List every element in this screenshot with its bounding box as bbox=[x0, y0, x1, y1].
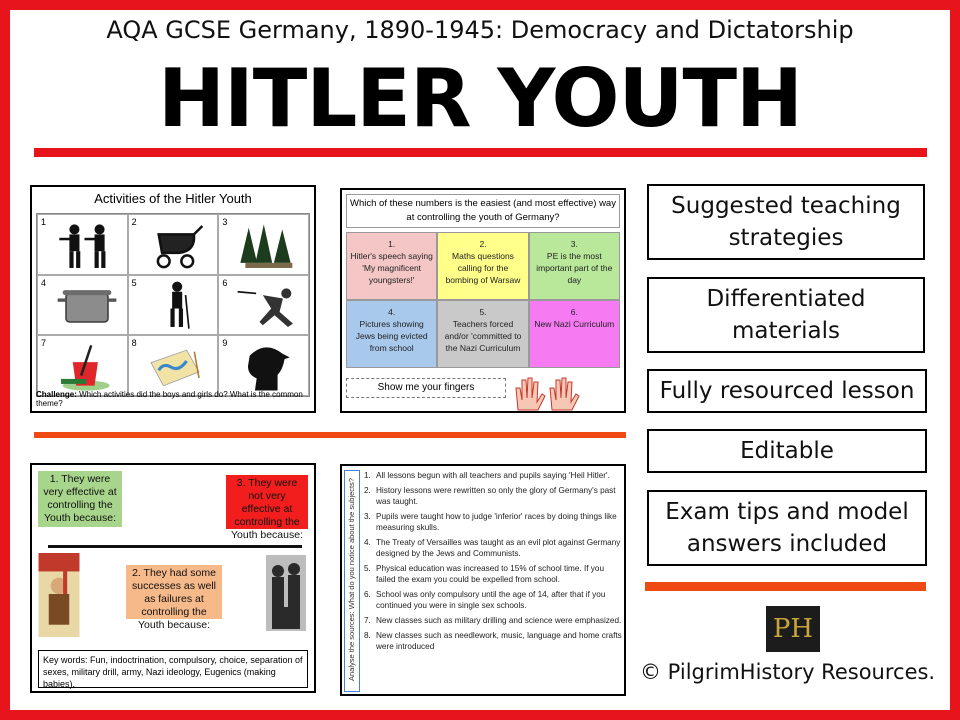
feature-teaching-strategies: Suggested teaching strategies bbox=[647, 184, 925, 260]
item-text: New classes such as military drilling and science were emphasized. bbox=[376, 616, 622, 625]
challenge-body: Which activities did the boys and girls do? What is the common theme? bbox=[36, 390, 303, 408]
activity-cell bbox=[128, 335, 219, 396]
slide-preview-education[interactable] bbox=[340, 464, 626, 696]
activity-cell bbox=[128, 275, 219, 336]
item-number: 4. bbox=[364, 538, 371, 547]
option-number: 3. bbox=[570, 239, 578, 249]
cell-number: 3 bbox=[222, 217, 228, 227]
javelin-thrower-icon bbox=[229, 280, 305, 332]
copyright-text: © PilgrimHistory Resources. bbox=[640, 660, 936, 684]
show-fingers-prompt: Show me your fingers bbox=[346, 378, 506, 398]
map-icon bbox=[137, 344, 213, 392]
item-text: School was only compulsory until the age of 14, after that if you continued you were in single sex schools. bbox=[376, 590, 606, 610]
challenge-label: Challenge: bbox=[36, 390, 77, 399]
cell-number: 7 bbox=[41, 338, 47, 349]
option-text: New Nazi Curriculum bbox=[534, 319, 615, 329]
soldiers-icon bbox=[52, 221, 122, 273]
hands-icon bbox=[512, 374, 582, 412]
analyse-sources-banner bbox=[344, 470, 360, 692]
option-text: PE is the most important part of the day bbox=[536, 251, 613, 285]
activity-cell bbox=[37, 275, 128, 336]
challenge-text bbox=[36, 390, 310, 408]
list-item bbox=[364, 630, 622, 652]
option-number: 4. bbox=[388, 307, 396, 317]
cell-number: 6 bbox=[222, 277, 228, 288]
item-number: 8. bbox=[364, 631, 371, 640]
feature-fully-resourced: Fully resourced lesson bbox=[647, 369, 927, 413]
item-text: All lessons begun with all teachers and pupils saying 'Heil Hitler'. bbox=[376, 471, 610, 480]
activity-cell bbox=[128, 214, 219, 275]
option-text: Hitler's speech saying 'My magnificent youngsters!' bbox=[350, 251, 433, 285]
list-item bbox=[364, 563, 622, 585]
middle-divider bbox=[34, 432, 626, 438]
activity-cell bbox=[37, 335, 128, 396]
activity-grid bbox=[36, 213, 310, 397]
mixed-box: 2. They had some successes as well as failures at controlling the Youth because: bbox=[126, 565, 222, 619]
item-number: 7. bbox=[364, 616, 371, 625]
cell-number: 5 bbox=[131, 277, 137, 288]
publisher-logo: PH bbox=[766, 606, 820, 652]
scale-line bbox=[48, 545, 302, 548]
item-number: 6. bbox=[364, 590, 371, 599]
feature-differentiated-materials: Differentiated materials bbox=[647, 277, 925, 353]
cleaning-bucket-icon bbox=[52, 342, 122, 394]
cell-number: 4 bbox=[41, 277, 47, 288]
option-grid bbox=[346, 232, 620, 368]
item-number: 5. bbox=[364, 564, 371, 573]
slide-preview-activities[interactable] bbox=[30, 185, 316, 413]
cell-number: 1 bbox=[41, 217, 47, 227]
option-number: 6. bbox=[570, 307, 578, 317]
item-text: Physical education was increased to 15% of school time. If you failed the exam you could be expelled from school. bbox=[376, 564, 605, 584]
list-item bbox=[364, 615, 622, 626]
title-divider bbox=[34, 148, 927, 157]
option-cell bbox=[346, 300, 437, 368]
option-text: Maths questions calling for the bombing of Warsaw bbox=[445, 251, 521, 285]
right-divider bbox=[645, 582, 926, 591]
pram-icon bbox=[143, 221, 213, 273]
option-cell bbox=[529, 300, 620, 368]
option-cell bbox=[437, 232, 528, 300]
activity-cell bbox=[218, 214, 309, 275]
analyse-sources-text: Analyse the sources: What do you notice about the subjects? bbox=[347, 477, 356, 681]
page-title: HITLER YOUTH bbox=[158, 52, 802, 145]
slide-title: Activities of the Hitler Youth bbox=[94, 191, 252, 206]
list-item bbox=[364, 589, 622, 611]
feature-editable: Editable bbox=[647, 429, 927, 473]
keywords-box: Key words: Fun, indoctrination, compulsory, choice, separation of sexes, military drill, army, Nazi ideology, Eugenics (making babies), bbox=[38, 650, 308, 688]
option-number: 1. bbox=[388, 239, 396, 249]
not-effective-box: 3. They were not very effective at controlling the Youth because: bbox=[226, 475, 308, 529]
forest-camp-icon bbox=[233, 221, 303, 273]
activity-cell bbox=[37, 214, 128, 275]
cell-number: 2 bbox=[131, 217, 137, 227]
activity-cell bbox=[218, 335, 309, 396]
cell-number: 8 bbox=[131, 338, 137, 349]
option-text: Teachers forced and/or 'committed to the Nazi Curriculum bbox=[444, 319, 522, 353]
youth-photo-icon bbox=[266, 555, 306, 631]
list-item bbox=[364, 485, 622, 507]
activity-cell bbox=[218, 275, 309, 336]
slide-question: Which of these numbers is the easiest (and most effective) way at controlling the youth of Germany? bbox=[346, 194, 620, 228]
education-list bbox=[364, 470, 622, 656]
slide-preview-effectiveness[interactable] bbox=[30, 463, 316, 693]
option-cell bbox=[346, 232, 437, 300]
option-cell bbox=[529, 232, 620, 300]
item-number: 3. bbox=[364, 512, 371, 521]
feature-exam-tips: Exam tips and model answers included bbox=[647, 490, 927, 566]
item-number: 1. bbox=[364, 471, 371, 480]
option-number: 2. bbox=[479, 239, 487, 249]
course-subtitle: AQA GCSE Germany, 1890-1945: Democracy and Dictatorship bbox=[106, 16, 854, 44]
firefighter-icon bbox=[233, 340, 303, 394]
item-text: Pupils were taught how to judge 'inferior' races by doing things like measuring skulls. bbox=[376, 512, 617, 532]
list-item bbox=[364, 537, 622, 559]
option-cell bbox=[437, 300, 528, 368]
slide-preview-controlling-youth[interactable] bbox=[340, 188, 626, 413]
item-text: New classes such as needlework, music, language and home crafts were introduced bbox=[376, 631, 622, 651]
list-item bbox=[364, 511, 622, 533]
list-item bbox=[364, 470, 622, 481]
item-text: History lessons were rewritten so only the glory of Germany's past was taught. bbox=[376, 486, 616, 506]
option-number: 5. bbox=[479, 307, 487, 317]
item-number: 2. bbox=[364, 486, 371, 495]
effective-box: 1. They were very effective at controlling the Youth because: bbox=[38, 471, 122, 527]
option-text: Pictures showing Jews being evicted from school bbox=[355, 319, 428, 353]
item-text: The Treaty of Versailles was taught as an evil plot against Germany designed by the Jews and Communists. bbox=[376, 538, 621, 558]
propaganda-poster-icon bbox=[38, 553, 80, 637]
cell-number: 9 bbox=[222, 338, 228, 349]
hiker-icon bbox=[143, 280, 213, 332]
cooking-pot-icon bbox=[52, 280, 122, 332]
